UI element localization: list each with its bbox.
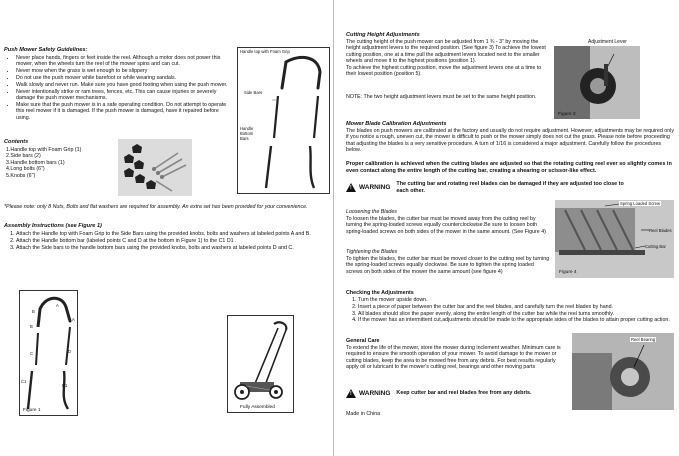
warning-icon [346, 389, 356, 398]
calibration-bold: Proper calibration is achieved when the cutting blades are adjusted so that the rotating cutting reel ever so slightly comes in even contact along the entire length of the cutting bar, creating a shearing or scissor-like effect. [346, 161, 672, 174]
contents-item: 4.Long bolts (6") [6, 166, 45, 173]
warning-1-text: The cutting bar and rotating reel blades can be damaged if they are adjusted too close to each other. [396, 181, 624, 194]
contents-item: 2.Side bars (2) [6, 153, 41, 160]
made-in: Made in China [346, 411, 381, 417]
fig1-label-c1: C1 [21, 379, 27, 384]
tightening-body: To tighten the blades, the cutter bar must be moved closer to the cutting reel by turning the spring-loaded screws equally clockwise. Be sure to tighten the spring loaded screws on both sides of the mower the same amount (see figure 4) [346, 256, 550, 275]
calibration-heading: Mower Blade Calibration Adjustments [346, 121, 447, 127]
safety-list [4, 55, 232, 121]
loosening-heading: Loosening the Blades [346, 209, 397, 215]
hardware-drawing [118, 139, 192, 196]
safety-item: • Never intentionally strike or ram trees, fences, etc. This can cause injuries or severely damage the push mower mechanisms. [16, 89, 232, 102]
fig1-label-b2: B [30, 324, 33, 329]
fig1-label-d: D [68, 349, 72, 354]
warning-1-word: WARNING [359, 184, 391, 191]
cutting-height-body: The cutting height of the push mower can be adjusted from 1 ¾ - 3" by moving the height adjustment levers to the required position. (See figure 3) To achieve the lowest cutting position, one at a time pull the adjustment levers located next to the smaller wheels and move it to the highest positions (position 1). To achieve the highest cutting position, move the adjustment levers one at a time to their lowest position (position 5). [346, 39, 546, 78]
figure-1 [19, 290, 78, 416]
label-cutting-bar: Cutting Bar [645, 244, 666, 249]
label-adjustment-lever: Adjustment Lever [588, 39, 627, 45]
figure-4-caption: Figure 4 [559, 270, 577, 275]
contents-list [6, 147, 106, 179]
left-page [0, 0, 333, 456]
label-handle-top: Handle top with Foam Grip [240, 49, 290, 54]
checking-step: 3. All blades should slice the paper evenly, along the entire length of the cutter bar while the reel turns smoothly. [358, 311, 676, 317]
handle-parts-figure [237, 47, 330, 194]
safety-item: • Never mow when the grass is wet enough to be slippery [16, 68, 232, 74]
label-reel-bearing: Reel Bearing [631, 337, 656, 342]
assembled-mower-drawing [228, 316, 294, 413]
label-spring-loaded-screw: Spring Loaded Screw [620, 201, 661, 206]
assembly-note: *Please note: only 8 Nuts, Bolts and flat washers are required for assembly. An extra set has been provided for your convenience. [4, 204, 308, 210]
label-side-bars: Side Bars [244, 90, 263, 95]
fig1-label-a: A [56, 303, 59, 308]
general-care-body: To extend the life of the mower, store the mower during inclement weather. Minimum care is required to ensure the smooth operation of your mower. To avoid damage to the mower or cutting blades, keep the area to be mowed free from any debris. For best results regularly apply oil or lubricant to the mower's cutting reel, bearings and other moving parts [346, 345, 561, 371]
fig1-label-c: C [30, 351, 34, 356]
safety-item: • Walk slowly and never run. Make sure you have good footing when using the push mower. [16, 82, 232, 88]
figure-3-drawing [554, 46, 640, 119]
tightening-heading: Tightening the Blades [346, 249, 398, 255]
contents-item: 5.Knobs (6") [6, 172, 36, 179]
cutting-height-heading: Cutting Height Adjustments [346, 32, 420, 38]
warning-2 [346, 389, 572, 398]
contents-item: 1.Handle top with Foam Grip (1) [6, 147, 82, 153]
safety-item: • Never place hands, fingers or feet inside the reel. Although a motor does not power this mower, when the wheels turn the reel of the mower spins and can cut. [16, 55, 232, 68]
fully-assembled-figure [227, 315, 294, 413]
checking-heading: Checking the Adjustments [346, 290, 414, 296]
checking-step: 2. Insert a piece of paper between the cutter bar and the reel blades, and carefully turn the reel blades by hand. [358, 304, 676, 310]
warning-icon [346, 183, 356, 192]
safety-item: • Make sure that the push mower is in a safe operating condition. Do not attempt to operate this reel mower if it is damaged. If the push mower is damaged, have it repaired before using. [16, 102, 232, 121]
general-care-heading: General Care [346, 338, 380, 344]
figure-4-drawing [555, 200, 674, 278]
contents-heading: Contents [4, 139, 29, 145]
page-divider [333, 0, 334, 456]
label-handle-bottom: Handle Bottom Bars [240, 126, 254, 141]
assembly-step: 2. Attach the Handle bottom bar (labeled points C and D at the bottom in Figure 1) to the C1 D1 . [16, 238, 326, 244]
checking-step: 1. Turn the mower upside down. [358, 297, 676, 303]
handle-parts-drawing [238, 48, 330, 194]
assembly-step: 3. Attach the Side bars to the handle bottom bars using the provided knobs, bolts and washers at labeled points D and C. [16, 245, 326, 251]
calibration-body: The blades on push mowers are calibrated at the factory and usually do not require adjustment. However, adjustments may be required only if you notice a rough, uneven cut, the mower is difficult to push or the mower simply does not cut the grass. Please note before proceeding that adjusting the blades is a very sensitive procedure. A turn of 1/16 is considered a major adjustment. Carefully follow the procedures below. [346, 128, 674, 154]
reel-bearing-photo [572, 333, 674, 410]
cutting-height-note: NOTE: The two height adjustment levers must be set to the same height position. [346, 94, 537, 100]
fig1-label-d1: D1 [62, 383, 68, 388]
label-reel-blades: Reel Blades [649, 228, 672, 233]
reel-bearing-drawing [572, 333, 674, 410]
checking-step: 4. If the mower has an intermittent cut,adjustments should be made to the appropriate sides of the blades to attain proper cutting action. [358, 317, 676, 323]
assembly-list [4, 231, 326, 251]
fig1-label-a2: A [72, 317, 75, 322]
assembly-heading: Assembly Instructions (see Figure 1) [4, 223, 102, 229]
warning-1 [346, 181, 676, 194]
figure-4-photo [555, 200, 674, 278]
fig1-label-b: B [32, 309, 35, 314]
right-page [337, 0, 679, 456]
safety-item: • Do not use the push mower while barefoot or while wearing sandals. [16, 75, 232, 81]
assembled-caption: Fully Assembled [240, 405, 275, 410]
contents-item: 3.Handle bottom bars (1) [6, 159, 65, 166]
loosening-body: To loosen the blades, the cutter bar must be moved away from the cutting reel by turning the spring-loaded screws equally counterclockwise.Be sure to loosen both spring-loaded screws on both sides of the mower in the same amount. (See Figure 4) [346, 216, 546, 235]
hardware-photo [118, 139, 192, 196]
safety-heading: Push Mower Safety Guidelines: [4, 47, 88, 53]
checking-list [346, 297, 676, 324]
figure-3-photo [554, 46, 640, 119]
figure-1-caption: Figure 1 [23, 408, 41, 413]
warning-2-text: Keep cutter bar and reel blades free from any debris. [396, 390, 532, 397]
figure-3-caption: Figure 3 [558, 112, 576, 117]
assembly-step: 1. Attach the Handle top with Foam Grip to the Side Bars using the provided knobs, bolts and washers at labeled points A and B. [16, 231, 326, 237]
warning-2-word: WARNING [359, 390, 391, 397]
